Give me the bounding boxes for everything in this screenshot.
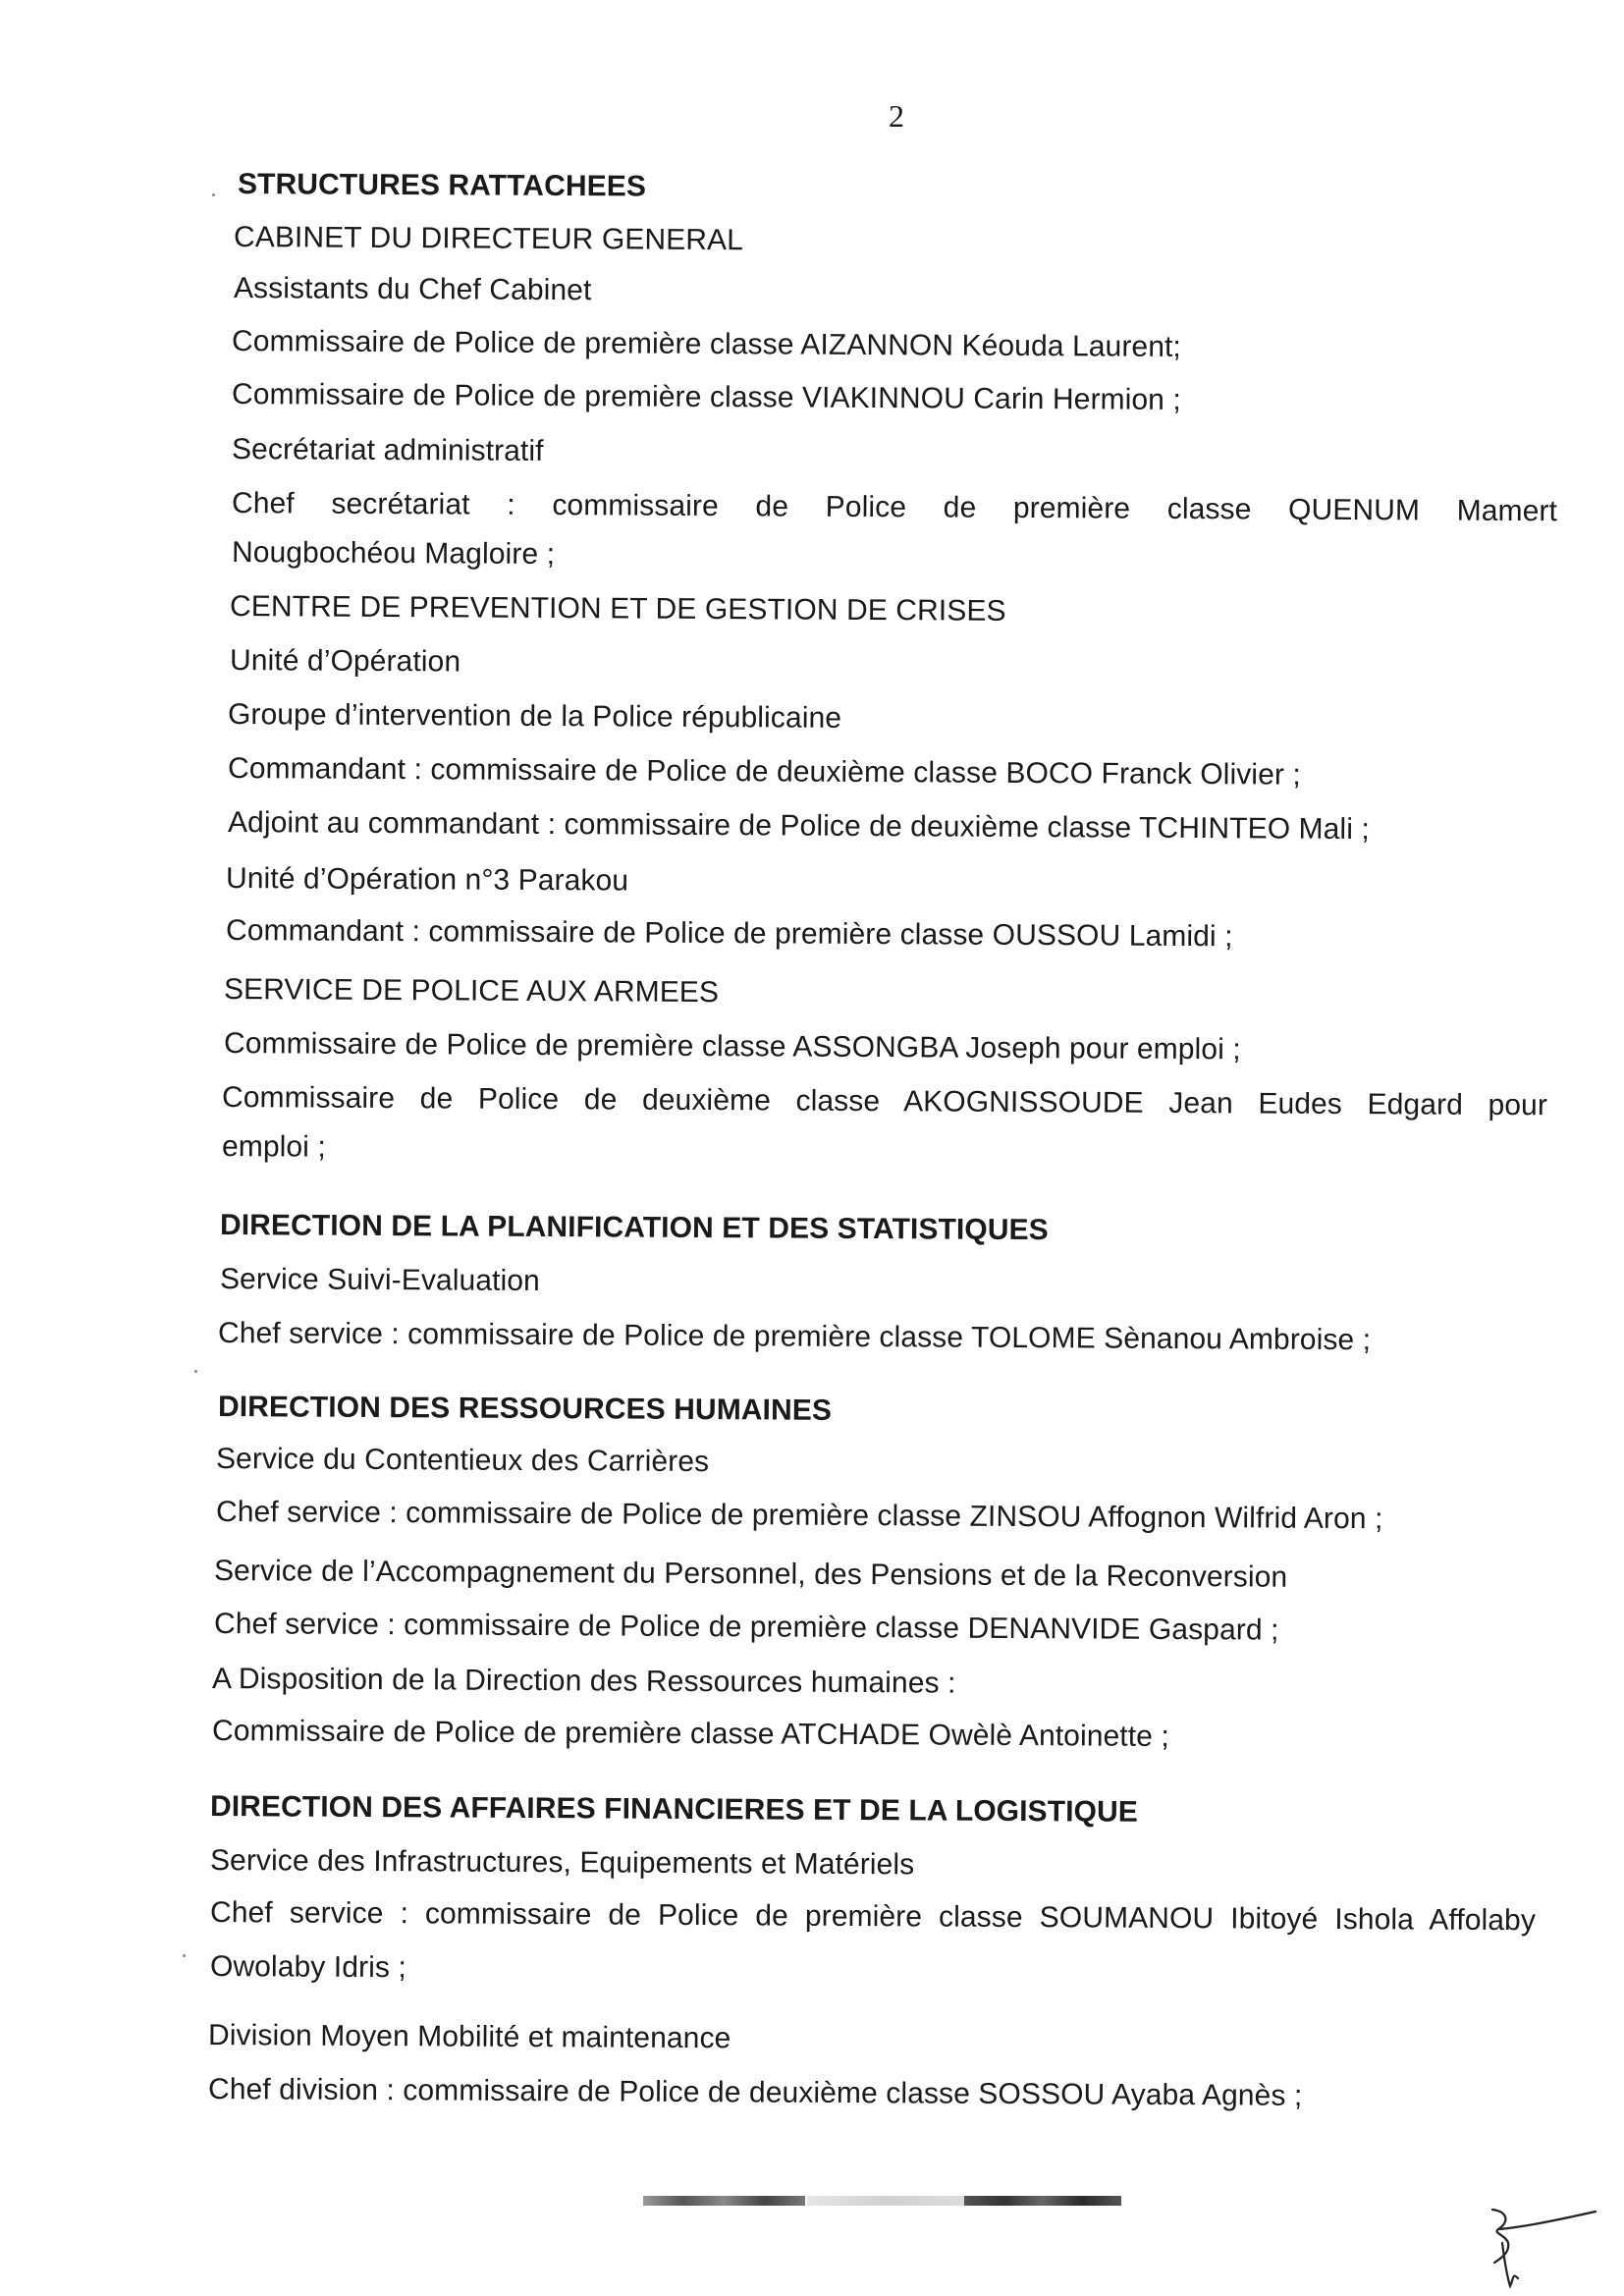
text-line: Groupe d’intervention de la Police républicaine	[227, 698, 842, 735]
text-line: Service de l’Accompagnement du Personnel, des Pensions et de la Reconversion	[213, 1555, 1288, 1594]
scan-speck	[194, 1370, 197, 1373]
text-line: Division Moyen Mobilité et maintenance	[207, 2019, 731, 2055]
scan-artifact-bar	[807, 2196, 964, 2206]
text-line: Chef division : commissaire de Police de deuxième classe SOSSOU Ayaba Agnès ;	[207, 2073, 1303, 2112]
text-line: emploi ;	[221, 1130, 326, 1164]
text-line: Service du Contentieux des Carrières	[215, 1443, 710, 1479]
text-line: CENTRE DE PREVENTION ET DE GESTION DE CRISES	[229, 590, 1006, 628]
text-line: Commandant : commissaire de Police de première classe OUSSOU Lamidi ;	[225, 914, 1233, 954]
section-heading: STRUCTURES RATTACHEES	[237, 168, 647, 203]
text-line: Chef service : commissaire de Police de première classe TOLOME Sènanou Ambroise ;	[217, 1317, 1372, 1357]
section-heading: DIRECTION DES AFFAIRES FINANCIERES ET DE LA LOGISTIQUE	[209, 1790, 1139, 1829]
text-line: Commissaire de Police de première classe AIZANNON Kéouda Laurent;	[231, 325, 1182, 363]
text-line: CABINET DU DIRECTEUR GENERAL	[233, 221, 744, 257]
text-line: Secrétariat administratif	[231, 433, 544, 467]
scan-artifact-bar	[643, 2196, 805, 2206]
handwritten-signature	[1463, 2200, 1600, 2288]
text-line: Owolaby Idris ;	[209, 1950, 407, 1985]
scan-speck	[183, 1954, 186, 1957]
text-line: Adjoint au commandant : commissaire de Police de deuxième classe TCHINTEO Mali ;	[227, 806, 1371, 847]
text-line: Assistants du Chef Cabinet	[233, 272, 592, 307]
text-line: Nougbochéou Magloire ;	[231, 536, 556, 572]
text-line: Commissaire de Police de première classe ASSONGBA Joseph pour emploi ;	[223, 1027, 1241, 1066]
text-line: Chef service : commissaire de Police de première classe DENANVIDE Gaspard ;	[213, 1608, 1279, 1647]
text-line: SERVICE DE POLICE AUX ARMEES	[223, 973, 720, 1010]
scan-speck	[212, 193, 215, 196]
page-number: 2	[889, 98, 904, 134]
text-line: Chef secrétariat : commissaire de Police de première classe QUENUM Mamert	[231, 487, 1558, 528]
section-heading: DIRECTION DES RESSOURCES HUMAINES	[217, 1391, 833, 1427]
text-line: Commissaire de Police de première classe ATCHADE Owèlè Antoinette ;	[211, 1715, 1169, 1753]
text-line: Unité d’Opération n°3 Parakou	[225, 862, 629, 898]
text-line: Commissaire de Police de première classe VIAKINNOU Carin Hermion ;	[231, 378, 1182, 416]
text-line: Commissaire de Police de deuxième classe AKOGNISSOUDE Jean Eudes Edgard pour	[221, 1081, 1548, 1122]
text-line: Service Suivi-Evaluation	[219, 1263, 540, 1297]
text-line: Unité d’Opération	[229, 644, 461, 679]
scan-artifact-bar	[964, 2196, 1121, 2206]
text-line: Chef service : commissaire de Police de première classe SOUMANOU Ibitoyé Ishola Affolaby	[209, 1896, 1537, 1938]
text-line: Service des Infrastructures, Equipements et Matériels	[209, 1844, 915, 1882]
text-line: Commandant : commissaire de Police de deuxième classe BOCO Franck Olivier ;	[227, 752, 1301, 792]
text-line: A Disposition de la Direction des Ressources humaines :	[211, 1663, 956, 1700]
section-heading: DIRECTION DE LA PLANIFICATION ET DES STATISTIQUES	[219, 1209, 1049, 1247]
text-line: Chef service : commissaire de Police de première classe ZINSOU Affognon Wilfrid Aron ;	[215, 1496, 1383, 1536]
